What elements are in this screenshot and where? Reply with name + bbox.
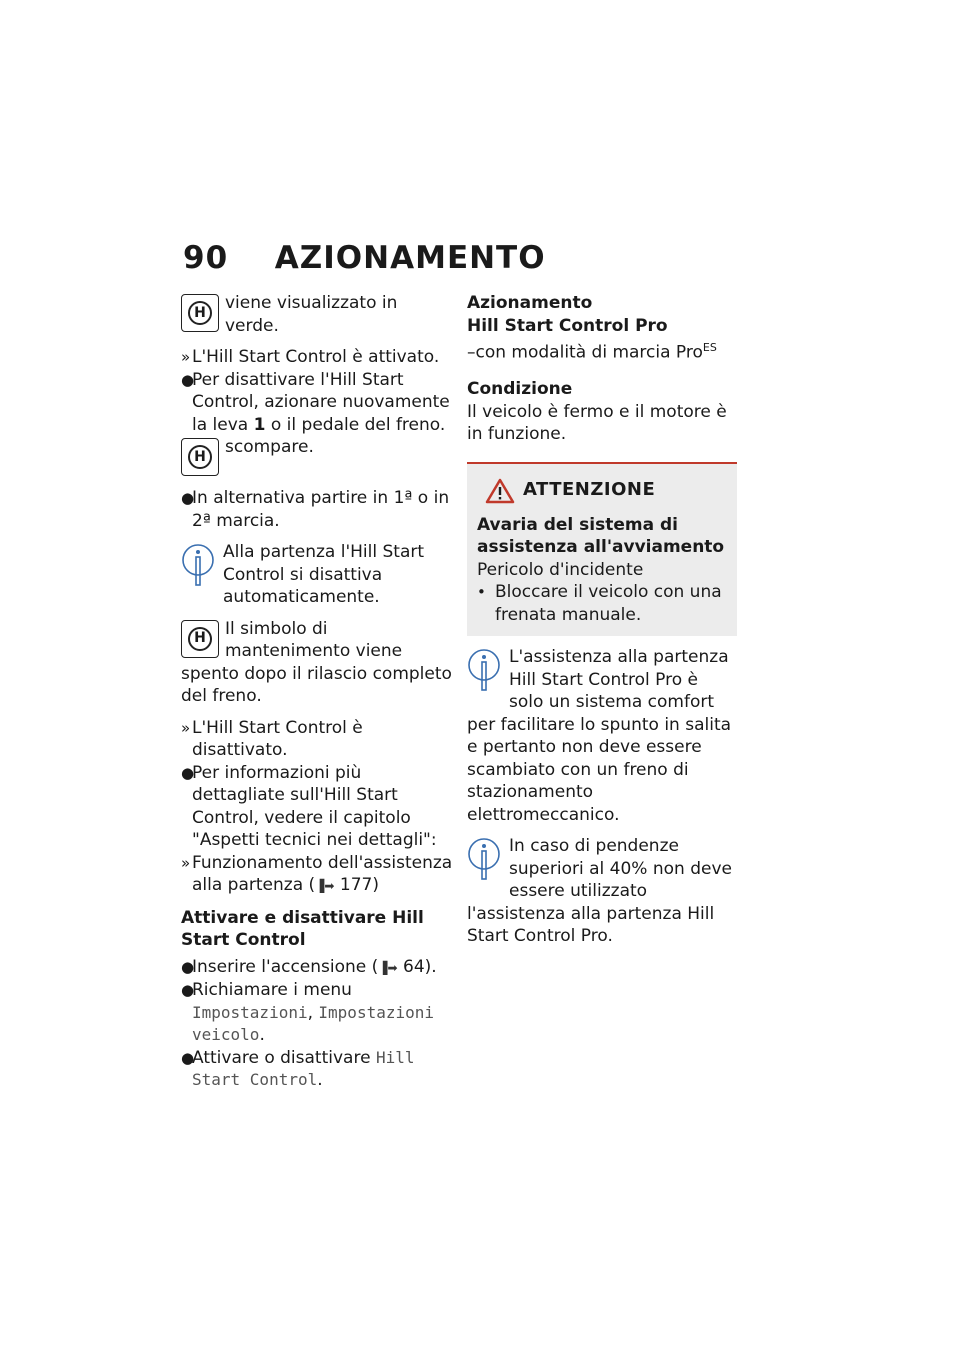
info-note <box>467 835 737 948</box>
condition-heading: Condizione <box>467 379 573 400</box>
page-number: 90 <box>183 240 229 276</box>
bullet-item: ● Inserire l'accensione (▐➡ 64). <box>181 956 437 977</box>
paragraph: Il veicolo è fermo e il motore è in funzione. <box>467 401 727 445</box>
bullet-item: ● In alternativa partire in 1ª o in 2ª marcia. <box>181 488 450 531</box>
reference-arrow-icon: ▐➡ <box>315 879 335 893</box>
right-column <box>467 292 737 948</box>
warning-title: ATTENZIONE <box>523 479 656 501</box>
info-note <box>181 541 453 609</box>
info-text: L'assistenza alla partenza Hill Start Control Pro è solo un sistema comfort per facilitare lo spunto in salita e pertanto non deve essere scambiato con un freno di stazionamento elettromeccanico. <box>467 647 732 825</box>
bullet-item: ● Per informazioni più dettagliate sull'Hill Start Control, vedere il capitolo "Aspetti tecnici nei dettagli": <box>181 762 437 850</box>
bullet-item: ● Per disattivare l'Hill Start Control, azionare nuovamente la leva 1 o il pedale del freno. <box>181 369 450 435</box>
hill-hold-icon: H <box>181 620 219 658</box>
info-text: Alla partenza l'Hill Start Control si disattiva automaticamente. <box>223 542 425 607</box>
hill-hold-icon: H <box>181 438 219 476</box>
page-header <box>183 240 546 276</box>
mode-condition: –con modalità di marcia Pro$^{ES}$ <box>467 341 717 363</box>
warning-box <box>467 462 737 637</box>
warning-header <box>485 478 727 504</box>
info-text: In caso di pendenze superiori al 40% non deve essere utilizzato l'assistenza alla partenza Hill Start Control Pro. <box>467 836 732 947</box>
warning-heading: Avaria del sistema di assistenza all'avviamento <box>477 514 725 558</box>
warning-bullet: • Bloccare il veicolo con una frenata manuale. <box>477 582 722 625</box>
info-icon <box>181 543 215 587</box>
warning-text: Pericolo d'incidente <box>477 559 644 580</box>
reference-arrow-icon: ▐➡ <box>378 960 398 975</box>
hill-hold-icon: H <box>181 294 219 332</box>
result-item: » L'Hill Start Control è disattivato. <box>181 717 363 760</box>
bullet-item: ● Attivare o disattivare Hill Start Control. <box>181 1047 415 1090</box>
left-column <box>181 292 453 1092</box>
info-note <box>467 646 737 826</box>
paragraph: scompare. <box>225 437 314 457</box>
info-icon <box>467 837 501 881</box>
paragraph: viene visualizzato in verde. <box>225 293 398 336</box>
hill-hold-off-row <box>181 436 453 478</box>
warning-icon <box>485 478 515 504</box>
info-icon <box>467 648 501 692</box>
chapter-title: AZIONAMENTO <box>274 240 546 276</box>
bullet-item: ● Richiamare i menu Impostazioni, Impostazioni veicolo. <box>181 980 434 1045</box>
section-heading: Azionamento <box>467 293 593 313</box>
result-item: » L'Hill Start Control è attivato. <box>181 347 440 367</box>
paragraph: Il simbolo di mantenimento viene spento dopo il rilascio completo del freno. <box>181 618 452 706</box>
section-heading: Attivare e disattivare Hill Start Control <box>181 907 424 950</box>
section-subheading: Hill Start Control Pro <box>467 315 668 336</box>
result-item: » Funzionamento dell'assistenza alla partenza (▐➡ 177) <box>181 852 453 895</box>
hill-hold-green-row <box>181 292 453 337</box>
hill-hold-release-row <box>181 618 453 708</box>
